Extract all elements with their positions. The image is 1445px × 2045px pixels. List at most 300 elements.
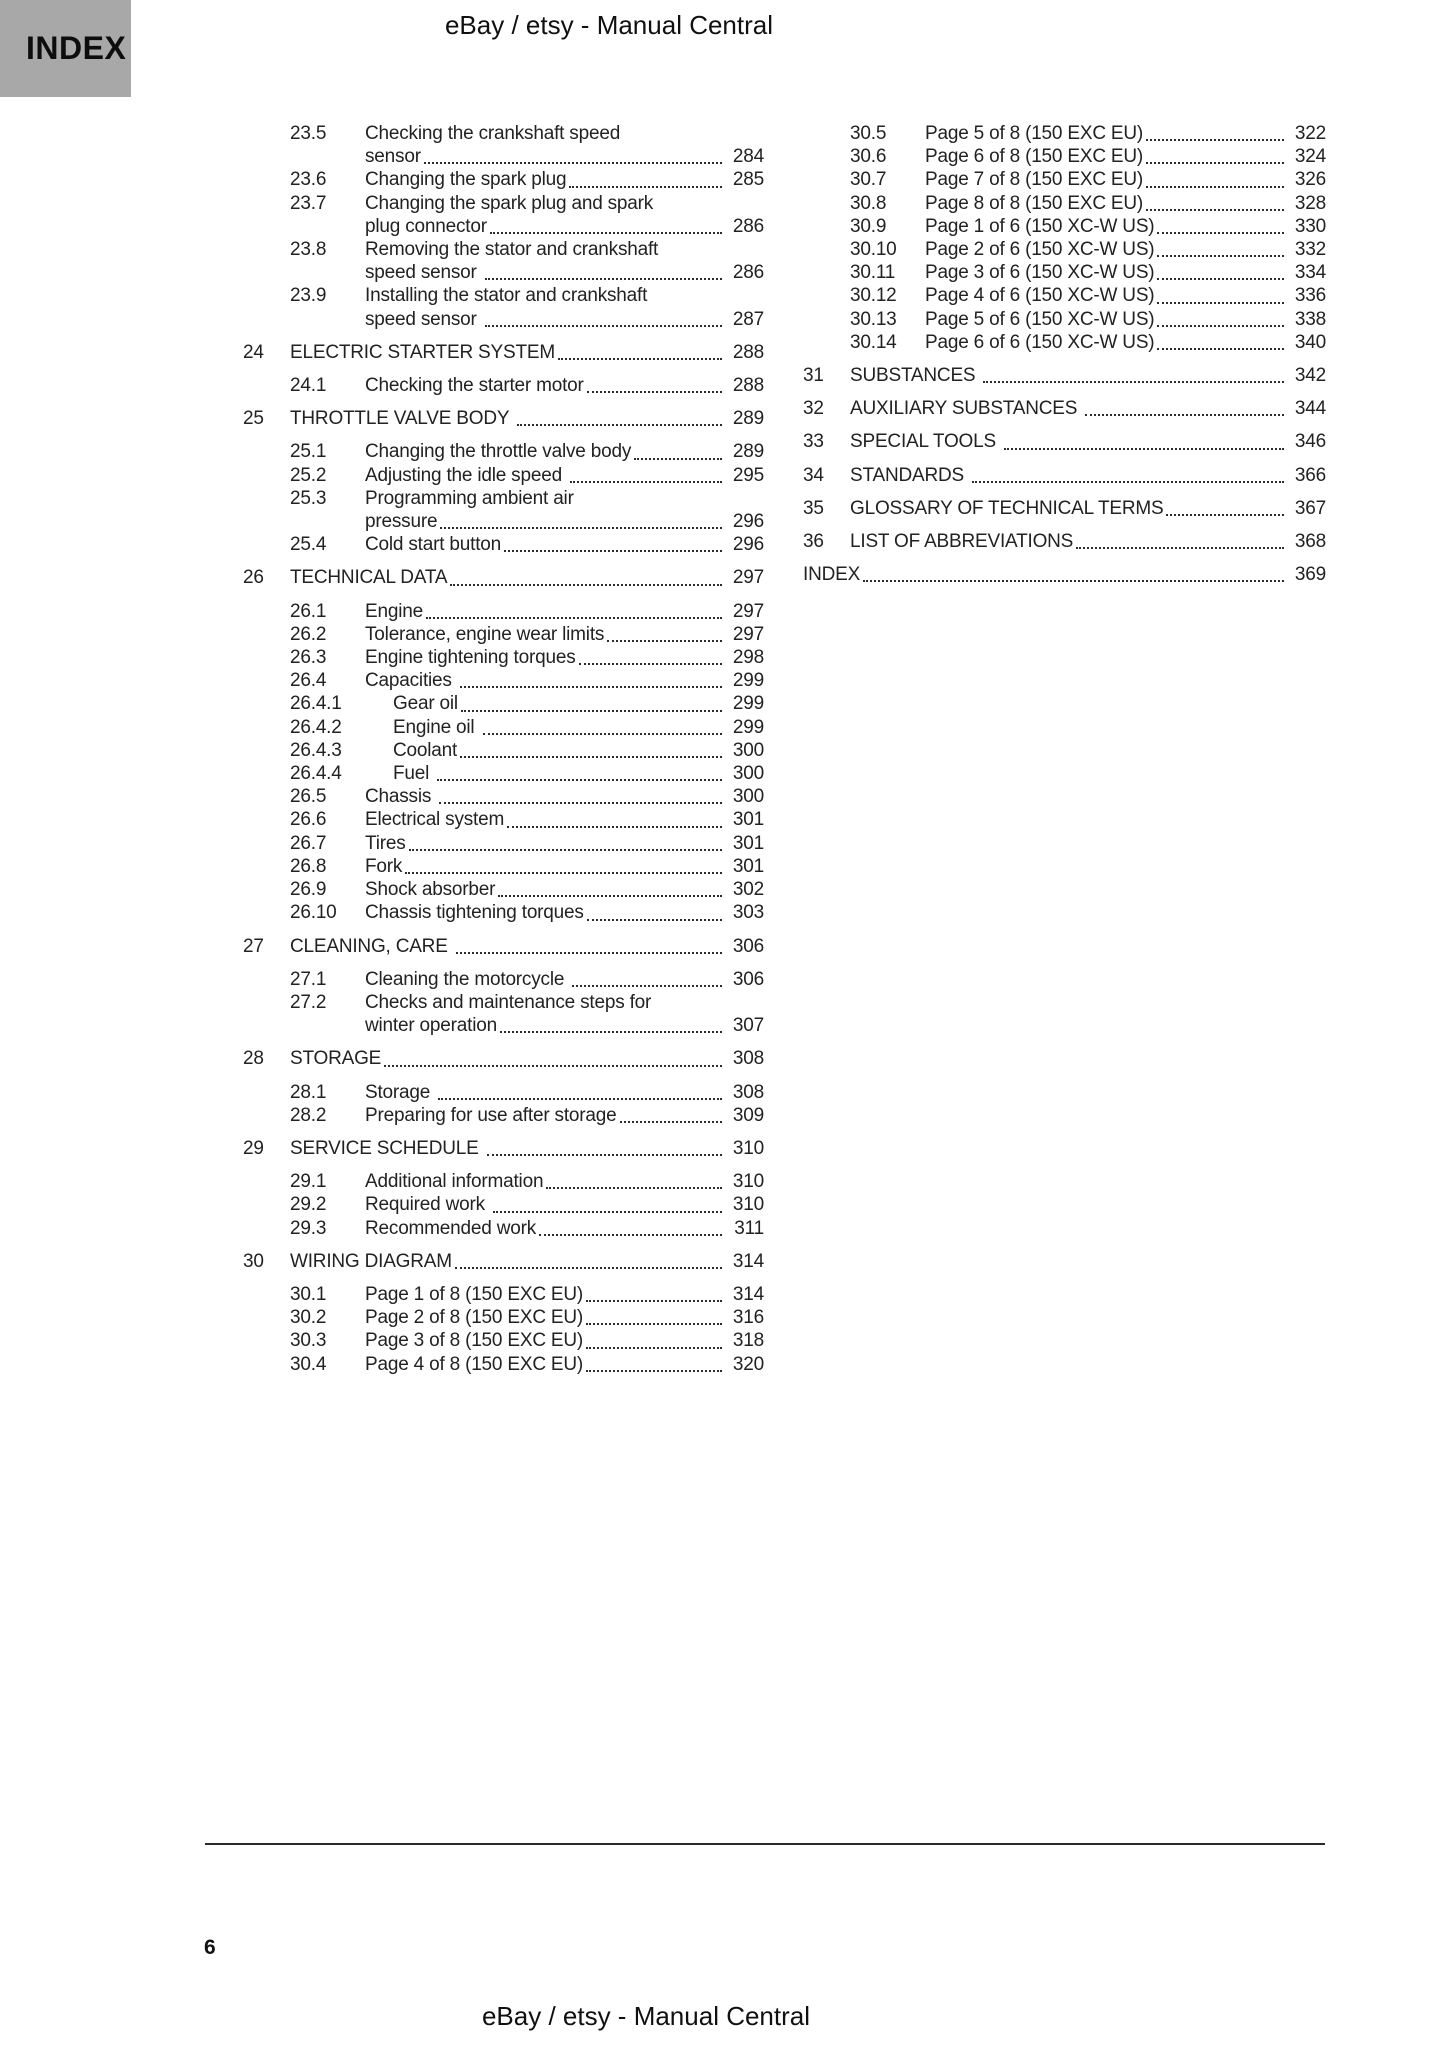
toc-entry-page: 303: [732, 902, 764, 924]
toc-entry-title: Capacities: [365, 670, 457, 692]
toc-entry: [803, 122, 1326, 145]
toc-entry: [803, 308, 1326, 331]
toc-entry-number: 30.1: [290, 1283, 327, 1305]
toc-entry-title: CLEANING, CARE: [290, 935, 453, 957]
toc-entry-title: Checks and maintenance steps for: [365, 991, 652, 1013]
toc-entry-title: Page 3 of 8 (150 EXC EU): [365, 1330, 584, 1352]
toc-entry-number: 26.7: [290, 832, 327, 854]
toc-entry: [803, 563, 1326, 586]
toc-entry-page: 330: [1294, 215, 1326, 237]
toc-entry-page: 288: [732, 341, 764, 363]
dotted-leader: [493, 1193, 722, 1216]
dotted-leader: [485, 308, 722, 331]
dotted-leader: [460, 739, 722, 762]
dotted-leader: [586, 1329, 722, 1352]
toc-entry-title: Required work: [365, 1194, 490, 1216]
toc-entry-number: 31: [803, 365, 824, 387]
dotted-leader: [586, 1306, 722, 1329]
toc-entry-page: 288: [732, 375, 764, 397]
toc-entry-number: 24: [243, 341, 264, 363]
toc-entry-title: Recommended work: [365, 1217, 537, 1239]
toc-entry-title: Programming ambient air: [365, 487, 574, 509]
dotted-leader: [517, 407, 722, 430]
toc-entry-page: 306: [732, 968, 764, 990]
dotted-leader: [586, 1283, 722, 1306]
dotted-leader: [455, 1250, 722, 1273]
dotted-leader: [634, 440, 722, 463]
toc-entry-page: 332: [1294, 239, 1326, 261]
toc-entry: [243, 122, 764, 168]
toc-entry: [803, 215, 1326, 238]
toc-entry-number: 26.4.3: [290, 739, 342, 761]
toc-entry-page: 322: [1294, 123, 1326, 144]
toc-entry-number: 25.2: [290, 464, 327, 486]
toc-entry-title: Storage: [365, 1081, 436, 1103]
toc-entry-page: 326: [1294, 169, 1326, 191]
toc-entry-number: 30.10: [850, 239, 897, 261]
toc-entry-page: 285: [732, 169, 764, 191]
toc-entry-number: 30.11: [850, 262, 896, 284]
toc-entry-title: SUBSTANCES: [850, 365, 981, 387]
toc-entry-page: 344: [1294, 398, 1326, 420]
toc-entry: [243, 341, 764, 364]
toc-entry-title: speed sensor: [365, 262, 482, 284]
toc-entry-title: Page 1 of 6 (150 XC-W US): [925, 215, 1155, 237]
toc-entry-page: 334: [1294, 262, 1326, 284]
dotted-leader: [1157, 331, 1284, 354]
toc-entry-title: speed sensor: [365, 308, 482, 330]
dotted-leader: [1076, 530, 1284, 553]
toc-entry: [243, 487, 764, 533]
toc-entry-number: 26.5: [290, 786, 327, 808]
toc-entry-page: 314: [732, 1283, 764, 1305]
dotted-leader: [1157, 284, 1284, 307]
toc-entry-title: Engine: [365, 600, 423, 622]
toc-entry-number: 26.6: [290, 809, 327, 831]
toc-entry-page: 368: [1294, 531, 1326, 553]
dotted-leader: [440, 510, 722, 533]
toc-entry: [803, 430, 1326, 453]
dotted-leader: [439, 785, 722, 808]
toc-entry-number: 26: [243, 567, 264, 589]
toc-entry: [243, 832, 764, 855]
toc-entry-number: 25: [243, 408, 264, 430]
toc-entry: [243, 991, 764, 1037]
header-title: eBay / etsy - Manual Central: [444, 10, 774, 40]
dotted-leader: [500, 1014, 722, 1037]
toc-entry: [243, 901, 764, 924]
toc-entry-page: 301: [732, 832, 764, 854]
toc-entry-page: 310: [732, 1137, 764, 1159]
toc-entry-number: 30.6: [850, 146, 887, 168]
index-tab-label: INDEX: [26, 30, 127, 66]
toc-entry: [243, 762, 764, 785]
toc-entry-title: Shock absorber: [365, 879, 496, 901]
dotted-leader: [456, 935, 722, 958]
toc-entry-title: Engine tightening torques: [365, 647, 576, 669]
dotted-leader: [570, 464, 722, 487]
toc-entry-title: STANDARDS: [850, 464, 970, 486]
toc-entry-title: Additional information: [365, 1171, 544, 1193]
toc-entry-number: 30.7: [850, 169, 887, 191]
toc-entry: [243, 878, 764, 901]
toc-entry: [243, 566, 764, 589]
toc-entry: [243, 1353, 764, 1376]
toc-entry: [243, 808, 764, 831]
toc-entry-page: 342: [1294, 365, 1326, 387]
toc-entry-page: 301: [732, 855, 764, 877]
toc-entry-page: 289: [732, 441, 764, 463]
toc-entry-page: 286: [732, 215, 764, 237]
dotted-leader: [461, 692, 722, 715]
toc-entry-title: THROTTLE VALVE BODY: [290, 408, 515, 430]
dotted-leader: [460, 669, 722, 692]
toc-entry-page: 336: [1294, 285, 1326, 307]
dotted-leader: [1146, 168, 1284, 191]
dotted-leader: [487, 1137, 722, 1160]
toc-entry-title: Page 6 of 6 (150 XC-W US): [925, 331, 1155, 353]
toc-entry: [243, 623, 764, 646]
toc-entry-title: Page 4 of 6 (150 XC-W US): [925, 285, 1155, 307]
toc-entry: [243, 1217, 764, 1240]
toc-entry-number: 25.3: [290, 487, 327, 509]
toc-entry-title: Tires: [365, 832, 406, 854]
toc-column-left: [243, 122, 764, 1376]
toc-entry-page: 302: [732, 879, 764, 901]
toc-entry: [243, 739, 764, 762]
toc-entry-number: 23.8: [290, 239, 327, 261]
toc-entry-title: Page 3 of 6 (150 XC-W US): [925, 262, 1155, 284]
toc-entry-title: Preparing for use after storage: [365, 1104, 617, 1126]
toc-entry-number: 23.9: [290, 285, 327, 307]
toc-entry-page: 316: [732, 1307, 764, 1329]
toc-entry-page: 324: [1294, 146, 1326, 168]
toc-entry-title: Adjusting the idle speed: [365, 464, 568, 486]
toc-entry-title: Tolerance, engine wear limits: [365, 623, 605, 645]
toc-entry-page: 307: [732, 1015, 764, 1037]
toc-entry-title: Removing the stator and crankshaft: [365, 239, 659, 261]
toc-entry: [243, 1104, 764, 1127]
toc-entry-title: Installing the stator and crankshaft: [365, 285, 648, 307]
toc-entry-title: pressure: [365, 511, 438, 533]
toc-entry-title: Changing the throttle valve body: [365, 441, 632, 463]
toc-entry-page: 318: [732, 1330, 764, 1352]
toc-entry-title: Cold start button: [365, 534, 502, 556]
toc-entry: [803, 530, 1326, 553]
dotted-leader: [1166, 497, 1284, 520]
toc-entry-number: 28.1: [290, 1081, 327, 1103]
toc-entry-number: 29: [243, 1137, 264, 1159]
toc-column-right: [803, 122, 1326, 596]
toc-entry-title: Changing the spark plug and spark: [365, 192, 654, 214]
toc-entry: [803, 261, 1326, 284]
dotted-leader: [424, 145, 722, 168]
toc-entry-page: 367: [1294, 497, 1326, 519]
toc-entry-number: 33: [803, 431, 824, 453]
toc-entry-number: 24.1: [290, 375, 327, 397]
toc-entry: [243, 1081, 764, 1104]
toc-entry: [243, 1047, 764, 1070]
toc-entry-number: 26.4.4: [290, 763, 342, 785]
toc-entry-number: 29.1: [290, 1171, 327, 1193]
toc-entry-number: 35: [803, 497, 824, 519]
toc-entry-title: Changing the spark plug: [365, 169, 567, 191]
dotted-leader: [546, 1170, 722, 1193]
dotted-leader: [1085, 397, 1284, 420]
toc-entry-title: Coolant: [393, 739, 458, 761]
toc-entry-number: 28: [243, 1048, 264, 1070]
toc-entry-number: 30.8: [850, 192, 887, 214]
toc-entry: [243, 1137, 764, 1160]
toc-entry-page: 296: [732, 534, 764, 556]
toc-entry-page: 310: [732, 1171, 764, 1193]
dotted-leader: [507, 808, 722, 831]
toc-entry: [243, 192, 764, 238]
toc-entry-title: Page 2 of 8 (150 EXC EU): [365, 1307, 584, 1329]
dotted-leader: [485, 261, 722, 284]
footer-rule: [205, 1843, 1325, 1845]
toc-entry-title: WIRING DIAGRAM: [290, 1250, 452, 1272]
toc-entry-number: 26.9: [290, 879, 327, 901]
toc-entry-number: 26.10: [290, 902, 337, 924]
toc-entry: [243, 1170, 764, 1193]
toc-entry-title: Fuel: [393, 763, 435, 785]
dotted-leader: [438, 1081, 722, 1104]
toc-entry-page: 346: [1294, 431, 1326, 453]
toc-entry-title: Chassis: [365, 786, 437, 808]
toc-entry-number: 30.4: [290, 1353, 327, 1375]
toc-entry-number: 26.8: [290, 855, 327, 877]
toc-entry: [803, 464, 1326, 487]
toc-entry-page: 284: [732, 146, 764, 168]
toc-entry-number: 32: [803, 398, 824, 420]
toc-entry-title: Electrical system: [365, 809, 505, 831]
dotted-leader: [437, 762, 722, 785]
toc-entry-number: 30.13: [850, 308, 897, 330]
toc-entry-page: 286: [732, 262, 764, 284]
toc-entry-page: 287: [732, 308, 764, 330]
toc-entry: [243, 1329, 764, 1352]
toc-entry-page: 320: [732, 1353, 764, 1375]
toc-entry-page: 306: [732, 935, 764, 957]
toc-entry-number: 30.9: [850, 215, 887, 237]
toc-entry-title: SERVICE SCHEDULE: [290, 1137, 484, 1159]
toc-entry-number: 26.2: [290, 623, 327, 645]
toc-entry-number: 26.4.1: [290, 693, 342, 715]
toc-entry-page: 340: [1294, 331, 1326, 353]
toc-entry: [803, 497, 1326, 520]
toc-entry-number: 23.7: [290, 192, 327, 214]
dotted-leader: [1146, 192, 1284, 215]
toc-entry: [243, 1306, 764, 1329]
dotted-leader: [572, 968, 722, 991]
toc-entry-title: STORAGE: [290, 1048, 382, 1070]
toc-entry: [803, 168, 1326, 191]
toc-entry-title: Page 5 of 8 (150 EXC EU): [925, 123, 1144, 144]
toc-entry-number: 23.5: [290, 123, 327, 144]
dotted-leader: [1146, 122, 1284, 145]
toc-entry: [243, 1283, 764, 1306]
toc-entry-number: 25.4: [290, 534, 327, 556]
toc-entry-number: 30.5: [850, 123, 887, 144]
toc-entry: [803, 238, 1326, 261]
toc-entry-number: 29.2: [290, 1194, 327, 1216]
toc-entry: [243, 855, 764, 878]
toc-entry-title: SPECIAL TOOLS: [850, 431, 1002, 453]
toc-entry: [803, 192, 1326, 215]
toc-entry: [243, 284, 764, 330]
toc-entry-page: 297: [732, 600, 764, 622]
toc-entry-page: 297: [732, 567, 764, 589]
toc-entry: [803, 284, 1326, 307]
dotted-leader: [1157, 215, 1284, 238]
toc-entry-title: INDEX: [803, 564, 861, 586]
dotted-leader: [1004, 430, 1284, 453]
toc-entry: [243, 533, 764, 556]
toc-entry-title: sensor: [365, 146, 421, 168]
toc-entry-number: 26.1: [290, 600, 327, 622]
toc-entry-page: 289: [732, 408, 764, 430]
dotted-leader: [569, 168, 722, 191]
dotted-leader: [483, 716, 722, 739]
toc-entry: [243, 440, 764, 463]
dotted-leader: [983, 364, 1284, 387]
toc-entry: [243, 374, 764, 397]
toc-entry-page: 366: [1294, 464, 1326, 486]
toc-entry: [243, 407, 764, 430]
toc-entry-title: Fork: [365, 855, 403, 877]
toc-entry-number: 27.2: [290, 991, 327, 1013]
toc-entry-title: Page 8 of 8 (150 EXC EU): [925, 192, 1144, 214]
toc-entry-number: 30.12: [850, 285, 897, 307]
dotted-leader: [384, 1047, 722, 1070]
toc-entry: [243, 935, 764, 958]
toc-entry-title: Chassis tightening torques: [365, 902, 584, 924]
toc-entry: [243, 600, 764, 623]
toc-entry-page: 300: [732, 739, 764, 761]
toc-entry-page: 311: [734, 1217, 764, 1239]
toc-entry-title: plug connector: [365, 215, 487, 237]
toc-entry-page: 296: [732, 511, 764, 533]
toc-entry: [243, 968, 764, 991]
toc-entry-number: 27.1: [290, 968, 327, 990]
toc-entry-page: 299: [732, 693, 764, 715]
toc-entry: [803, 364, 1326, 387]
toc-entry-page: 328: [1294, 192, 1326, 214]
dotted-leader: [972, 464, 1284, 487]
toc-entry-page: 308: [732, 1048, 764, 1070]
toc-entry-page: 299: [732, 670, 764, 692]
dotted-leader: [620, 1104, 723, 1127]
dotted-leader: [450, 566, 722, 589]
toc-entry-page: 299: [732, 716, 764, 738]
dotted-leader: [1157, 238, 1284, 261]
dotted-leader: [863, 563, 1284, 586]
toc-entry-number: 23.6: [290, 169, 327, 191]
dotted-leader: [498, 878, 722, 901]
dotted-leader: [539, 1217, 722, 1240]
toc-entry-page: 308: [732, 1081, 764, 1103]
toc-entry-page: 310: [732, 1194, 764, 1216]
dotted-leader: [587, 901, 722, 924]
dotted-leader: [558, 341, 722, 364]
dotted-leader: [579, 646, 723, 669]
toc-entry-number: 30.3: [290, 1330, 327, 1352]
page-number: 6: [204, 1936, 216, 1959]
toc-entry-page: 300: [732, 763, 764, 785]
dotted-leader: [426, 600, 722, 623]
dotted-leader: [409, 832, 722, 855]
toc-entry-number: 27: [243, 935, 264, 957]
toc-entry-title: Page 5 of 6 (150 XC-W US): [925, 308, 1155, 330]
toc-entry-number: 34: [803, 464, 824, 486]
toc-entry-title: Page 1 of 8 (150 EXC EU): [365, 1283, 584, 1305]
toc-entry: [243, 238, 764, 284]
toc-entry-title: AUXILIARY SUBSTANCES: [850, 398, 1083, 420]
dotted-leader: [587, 374, 722, 397]
toc-entry-title: Engine oil: [393, 716, 480, 738]
toc-entry-title: Checking the starter motor: [365, 375, 584, 397]
toc-entry: [243, 1250, 764, 1273]
toc-entry-number: 25.1: [290, 441, 327, 463]
toc-entry: [243, 716, 764, 739]
dotted-leader: [1146, 145, 1284, 168]
toc-entry-number: 28.2: [290, 1104, 327, 1126]
toc-entry-title: ELECTRIC STARTER SYSTEM: [290, 341, 555, 363]
toc-entry-title: Page 7 of 8 (150 EXC EU): [925, 169, 1144, 191]
footer-title: eBay / etsy - Manual Central: [481, 2001, 811, 2031]
toc-entry-number: 30.14: [850, 331, 897, 353]
toc-entry-number: 30.2: [290, 1307, 327, 1329]
toc-entry-number: 36: [803, 531, 824, 553]
toc-entry-number: 26.3: [290, 647, 327, 669]
toc-entry-page: 369: [1294, 564, 1326, 586]
toc-entry: [243, 785, 764, 808]
dotted-leader: [490, 215, 722, 238]
toc-entry: [243, 646, 764, 669]
dotted-leader: [586, 1353, 722, 1376]
toc-entry: [243, 692, 764, 715]
toc-entry: [243, 1193, 764, 1216]
dotted-leader: [607, 623, 722, 646]
toc-entry: [803, 397, 1326, 420]
toc-entry: [803, 145, 1326, 168]
toc-entry-title: Page 2 of 6 (150 XC-W US): [925, 239, 1155, 261]
toc-entry-page: 298: [732, 647, 764, 669]
toc-entry-title: winter operation: [365, 1015, 497, 1037]
dotted-leader: [1157, 261, 1284, 284]
toc-entry-title: Page 4 of 8 (150 EXC EU): [365, 1353, 584, 1375]
toc-entry-title: LIST OF ABBREVIATIONS: [850, 531, 1074, 553]
toc-entry-page: 301: [732, 809, 764, 831]
toc-entry-number: 29.3: [290, 1217, 327, 1239]
toc-entry: [243, 168, 764, 191]
toc-entry-page: 297: [732, 623, 764, 645]
toc-entry-page: 300: [732, 786, 764, 808]
toc-entry-page: 309: [732, 1104, 764, 1126]
toc-entry: [803, 331, 1326, 354]
toc-entry-title: Page 6 of 8 (150 EXC EU): [925, 146, 1144, 168]
toc-entry-number: 30: [243, 1250, 264, 1272]
toc-entry-title: TECHNICAL DATA: [290, 567, 448, 589]
toc-entry-title: Gear oil: [393, 693, 458, 715]
toc-entry-page: 338: [1294, 308, 1326, 330]
toc-entry-title: Cleaning the motorcycle: [365, 968, 570, 990]
toc-entry-page: 314: [732, 1250, 764, 1272]
toc-entry-title: Checking the crankshaft speed: [365, 123, 621, 144]
toc-entry-number: 26.4.2: [290, 716, 342, 738]
dotted-leader: [1157, 308, 1284, 331]
